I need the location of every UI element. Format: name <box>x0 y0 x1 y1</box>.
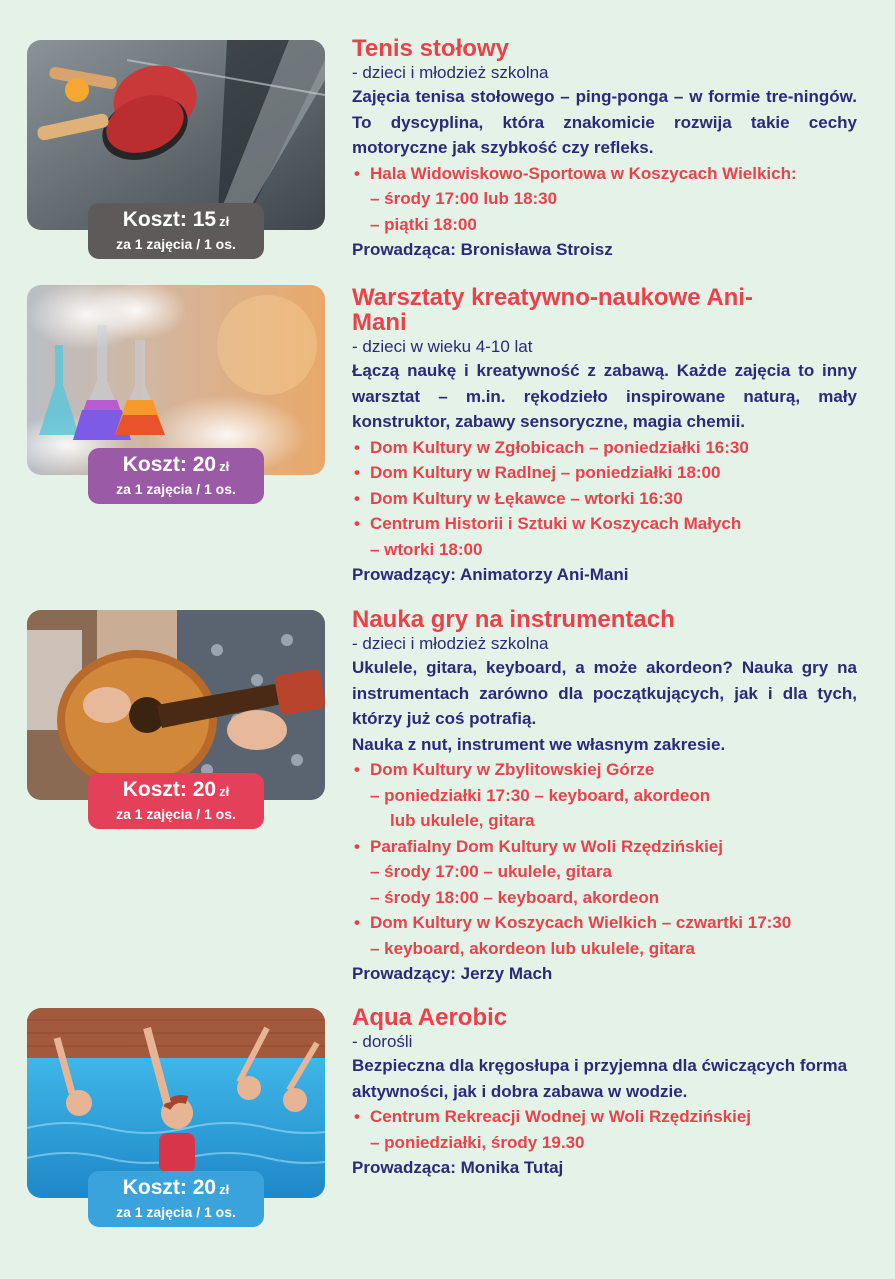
cost-badge <box>88 203 264 259</box>
section-title: Aqua Aerobic <box>352 1004 508 1031</box>
cost-amount: Koszt: 20 <box>122 778 217 801</box>
schedule-line: – środy 17:00 – ukulele, gitara <box>370 862 612 881</box>
table-tennis-photo <box>27 40 325 230</box>
locations-list <box>352 910 857 936</box>
section-text <box>352 607 857 987</box>
schedule-line: – poniedziałki 17:30 – keyboard, akordeon <box>370 785 711 805</box>
location-item: • Dom Kultury w Radlnej – poniedziałki 18:00 <box>352 460 857 486</box>
audience: - dzieci i młodzież szkolna <box>352 63 549 82</box>
cost-per: za 1 zajęcia / 1 os. <box>116 806 236 822</box>
locations-list <box>352 757 857 783</box>
aqua-aerobic-photo <box>27 1008 325 1198</box>
cost-badge <box>88 1171 264 1227</box>
chemistry-flasks-photo <box>27 285 325 475</box>
description-paragraph: Łączą naukę i kreatywność z zabawą. Każde zajęcia to inny warsztat – m.in. rękodzieło inspirowane naturą, mały konstruktor, zabawy sensoryczne, magia chemii. <box>352 361 857 431</box>
location-item: • Dom Kultury w Zbylitowskiej Górze <box>352 757 857 783</box>
location-item: • Centrum Historii i Sztuki w Koszycach Małych <box>352 511 857 537</box>
locations-list <box>352 161 857 187</box>
description <box>352 84 857 161</box>
schedule-line: – keyboard, akordeon lub ukulele, gitara <box>370 938 695 958</box>
description <box>352 358 857 435</box>
schedule-line: – środy 18:00 – keyboard, akordeon <box>370 887 660 907</box>
audience: - dzieci w wieku 4-10 lat <box>352 337 533 356</box>
cost-amount: Koszt: 20 <box>122 453 217 476</box>
description-paragraph: Ukulele, gitara, keyboard, a może akordeon? Nauka gry na instrumentach zarówno dla początkujących, jak i dla tych, którzy już coś potrafią. <box>352 658 857 728</box>
section-title: Tenis stołowy <box>352 35 509 62</box>
cost-badge <box>88 773 264 829</box>
schedule-line: – piątki 18:00 <box>370 214 477 234</box>
schedule-line: – poniedziałki, środy 19.30 <box>370 1132 585 1152</box>
leader: Prowadząca: Monika Tutaj <box>352 1158 564 1177</box>
leader: Prowadzący: Jerzy Mach <box>352 964 553 983</box>
locations-list <box>352 435 857 537</box>
section-title: Nauka gry na instrumentach <box>352 606 675 633</box>
leader: Prowadzący: Animatorzy Ani-Mani <box>352 565 629 584</box>
leader: Prowadząca: Bronisława Stroisz <box>352 240 613 259</box>
cost-per: za 1 zajęcia / 1 os. <box>116 481 236 497</box>
cost-currency: zł <box>219 459 230 474</box>
cost-currency: zł <box>219 784 230 799</box>
description-paragraph: Nauka z nut, instrument we własnym zakresie. <box>352 734 726 754</box>
locations-list <box>352 834 857 860</box>
audience: - dzieci i młodzież szkolna <box>352 634 549 653</box>
section-text <box>352 1005 857 1181</box>
cost-currency: zł <box>219 214 230 229</box>
location-item: • Dom Kultury w Koszycach Wielkich – czwartki 17:30 <box>352 910 857 936</box>
location-item: • Centrum Rekreacji Wodnej w Woli Rzędzińskiej <box>352 1104 857 1130</box>
description <box>352 655 857 757</box>
cost-per: za 1 zajęcia / 1 os. <box>116 1204 236 1220</box>
cost-badge <box>88 448 264 504</box>
location-item: • Dom Kultury w Zgłobicach – poniedziałki 16:30 <box>352 435 857 461</box>
location-item: • Parafialny Dom Kultury w Woli Rzędzińskiej <box>352 834 857 860</box>
section-text <box>352 36 857 263</box>
description-paragraph: Zajęcia tenisa stołowego – ping-ponga – w formie tre-ningów. To dyscyplina, która znakomicie rozwija takie cechy motoryczne jak szybkość czy refleks. <box>352 87 857 157</box>
cost-currency: zł <box>219 1182 230 1197</box>
audience: - dorośli <box>352 1032 413 1051</box>
location-item: • Hala Widowiskowo-Sportowa w Koszycach Wielkich: <box>352 161 857 187</box>
description <box>352 1053 857 1104</box>
schedule-line: – wtorki 18:00 <box>370 539 483 559</box>
location-item: • Dom Kultury w Łękawce – wtorki 16:30 <box>352 486 857 512</box>
schedule-line: – środy 17:00 lub 18:30 <box>370 189 558 208</box>
cost-amount: Koszt: 20 <box>122 1176 217 1199</box>
section-text <box>352 285 857 588</box>
schedule-line: lub ukulele, gitara <box>390 811 535 830</box>
guitar-photo <box>27 610 325 800</box>
description-paragraph: Bezpieczna dla kręgosłupa i przyjemna dla ćwiczących forma aktywności, jak i dobra zabawa w wodzie. <box>352 1056 848 1101</box>
cost-amount: Koszt: 15 <box>122 208 217 231</box>
cost-per: za 1 zajęcia / 1 os. <box>116 236 236 252</box>
locations-list <box>352 1104 857 1130</box>
section-title: Warsztaty kreatywno-naukowe Ani-Mani <box>352 284 753 336</box>
